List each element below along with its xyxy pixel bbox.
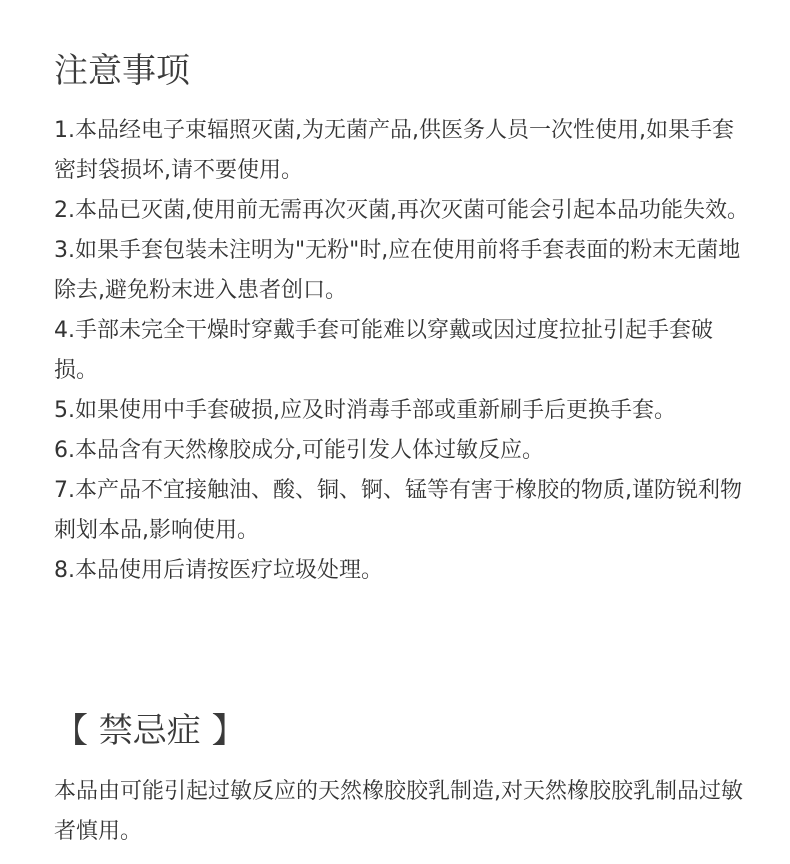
note-item-5: 5.如果使用中手套破损,应及时消毒手部或重新刷手后更换手套。 [54,398,676,423]
note-item-2: 2.本品已灭菌,使用前无需再次灭菌,再次灭菌可能会引起本品功能失效。 [54,198,749,223]
note-item-7: 7.本产品不宜接触油、酸、铜、锕、锰等有害于橡胶的物质,谨防锐利物刺划本品,影响使用。 [54,478,742,543]
note-item-1: 1.本品经电子束辐照灭菌,为无菌产品,供医务人员一次性使用,如果手套密封袋损坏,请不要使用。 [54,118,734,183]
contraindications-text: 本品由可能引起过敏反应的天然橡胶胶乳制造,对天然橡胶胶乳制品过敏者慎用。 [54,779,743,844]
notes-list [54,111,754,591]
note-item-6: 6.本品含有天然橡胶成分,可能引发人体过敏反应。 [54,438,544,463]
notes-heading: 注意事项 [54,51,190,91]
note-item-8: 8.本品使用后请按医疗垃圾处理。 [54,558,383,583]
note-item-4: 4.手部未完全干燥时穿戴手套可能难以穿戴或因过度拉扯引起手套破损。 [54,318,713,383]
contraindications-heading: 【 禁忌症 】 [54,711,246,751]
note-item-3: 3.如果手套包装未注明为"无粉"时,应在使用前将手套表面的粉末无菌地除去,避免粉末进入患者创口。 [54,238,741,303]
